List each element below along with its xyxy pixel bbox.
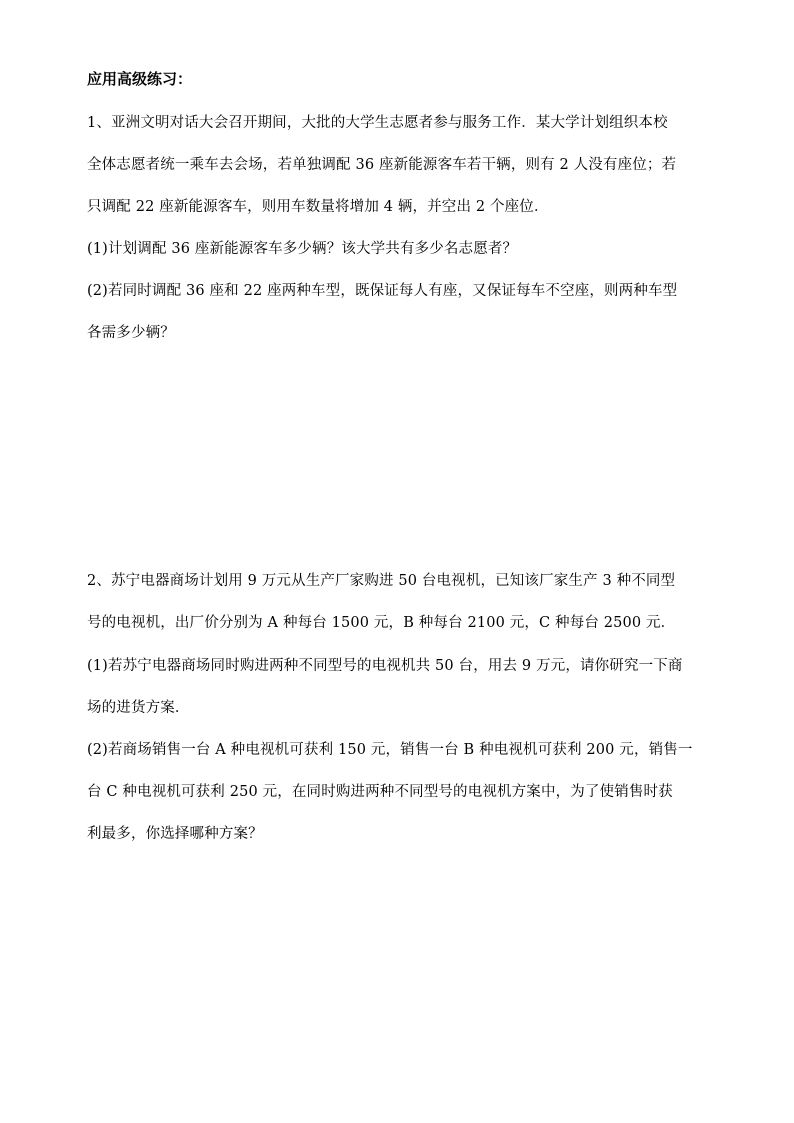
problem1-stem-line-1: 1、亚洲文明对话大会召开期间，大批的大学生志愿者参与服务工作．某大学计划组织本校 xyxy=(87,115,668,131)
problem1-stem-line-2: 全体志愿者统一乘车去会场，若单独调配 36 座新能源客车若干辆，则有 2 人没有座位；若 xyxy=(87,157,677,173)
problem1-question1: (1)计划调配 36 座新能源客车多少辆？该大学共有多少名志愿者？ xyxy=(87,241,518,257)
problem1-question2-line-1: (2)若同时调配 36 座和 22 座两种车型，既保证每人有座，又保证每车不空座，则两种车型 xyxy=(87,283,678,299)
section-title: 应用高级练习： xyxy=(87,70,193,88)
problem1-stem-line-3: 只调配 22 座新能源客车，则用车数量将增加 4 辆，并空出 2 个座位． xyxy=(87,199,549,215)
problem2-stem-line-1: 2、苏宁电器商场计划用 9 万元从生产厂家购进 50 台电视机，已知该厂家生产 3 种不同型 xyxy=(87,573,676,589)
problem2-stem-line-2: 号的电视机，出厂价分别为 A 种每台 1500 元，B 种每台 2100 元，C 种每台 2500 元． xyxy=(87,615,676,631)
problem1-question2-line-2: 各需多少辆？ xyxy=(87,325,175,341)
problem2-question2-line-3: 利最多，你选择哪种方案？ xyxy=(87,826,263,842)
problem2-question1-line-2: 场的进货方案． xyxy=(87,700,190,716)
problem2-question2-line-2: 台 C 种电视机可获利 250 元，在同时购进两种不同型号的电视机方案中，为了使销售时获 xyxy=(87,784,673,800)
problem2-question2-line-1: (2)若商场销售一台 A 种电视机可获利 150 元，销售一台 B 种电视机可获利 200 元，销售一 xyxy=(87,742,693,758)
problem2-question1-line-1: (1)若苏宁电器商场同时购进两种不同型号的电视机共 50 台，用去 9 万元，请你研究一下商 xyxy=(87,658,683,674)
